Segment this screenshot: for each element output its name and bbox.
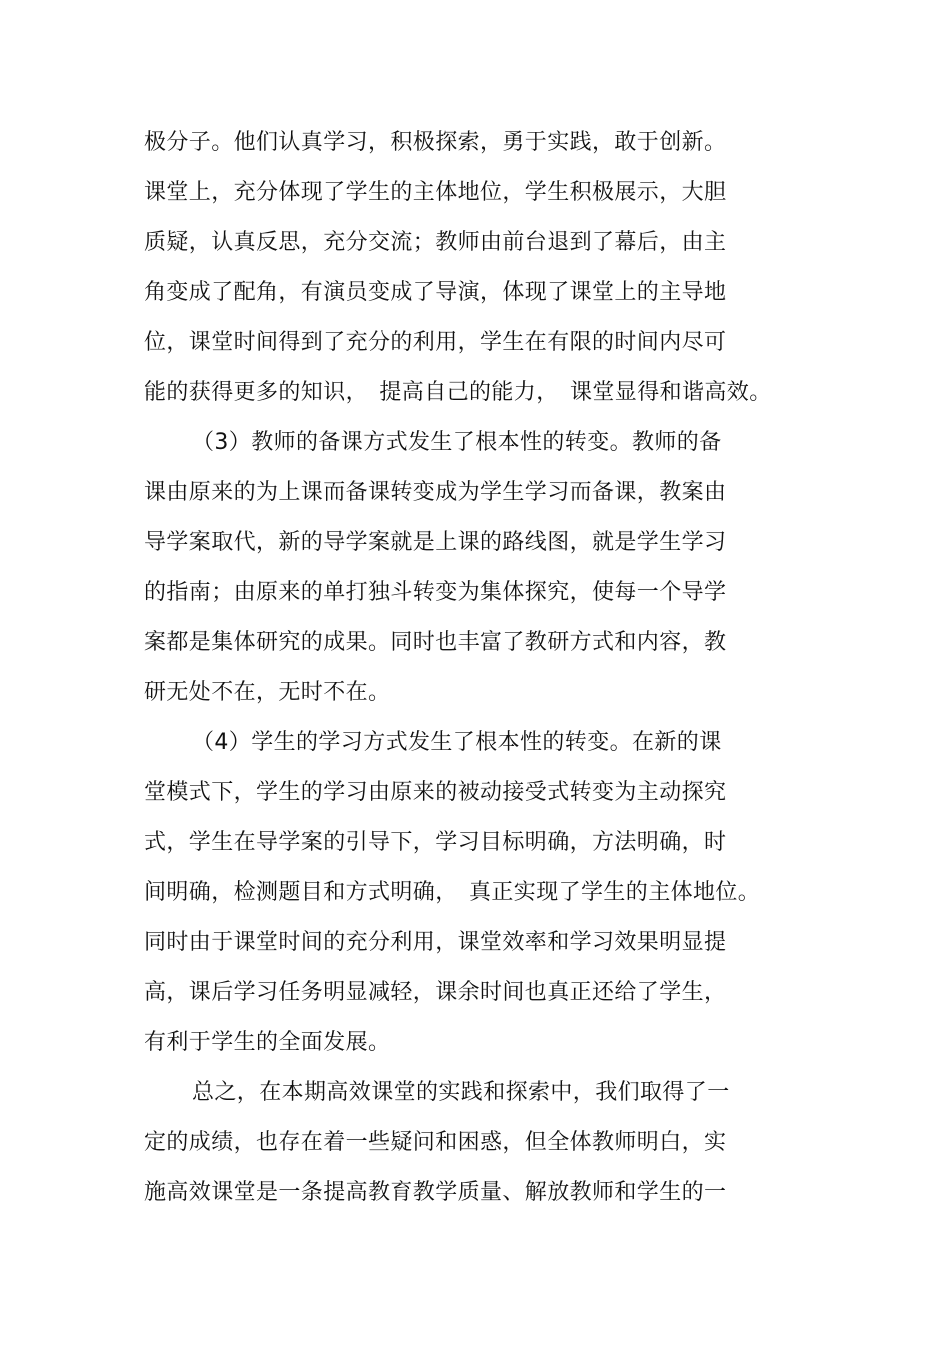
paragraph-4-heading-line: （4）学生的学习方式发生了根本性的转变。在新的课 (192, 730, 722, 755)
paragraph-3-heading-line: （3）教师的备课方式发生了根本性的转变。教师的备 (192, 430, 722, 455)
text-line-21: 定的成绩，也存在着一些疑问和困惑，但全体教师明白，实 (144, 1130, 727, 1155)
text-line-9: 导学案取代，新的导学案就是上课的路线图，就是学生学习 (144, 530, 727, 555)
text-line-19: 有利于学生的全面发展。 (144, 1030, 391, 1055)
text-line-14: 堂模式下，学生的学习由原来的被动接受式转变为主动探究 (144, 780, 727, 805)
text-line-22: 施高效课堂是一条提高教育教学质量、解放教师和学生的一 (144, 1180, 727, 1205)
text-line-1: 极分子。他们认真学习，积极探索，勇于实践，敢于创新。 (144, 130, 727, 155)
text-line-4: 角变成了配角，有演员变成了导演，体现了课堂上的主导地 (144, 280, 727, 305)
text-line-16: 间明确，检测题目和方式明确， 真正实现了学生的主体地位。 (144, 880, 761, 905)
text-line-5: 位，课堂时间得到了充分的利用，学生在有限的时间内尽可 (144, 330, 727, 355)
text-line-12: 研无处不在，无时不在。 (144, 680, 391, 705)
summary-paragraph-line: 总之，在本期高效课堂的实践和探索中，我们取得了一 (192, 1080, 730, 1105)
text-line-8: 课由原来的为上课而备课转变成为学生学习而备课，教案由 (144, 480, 727, 505)
text-line-2: 课堂上，充分体现了学生的主体地位，学生积极展示，大胆 (144, 180, 727, 205)
text-line-18: 高，课后学习任务明显减轻，课余时间也真正还给了学生， (144, 980, 727, 1005)
text-line-3: 质疑，认真反思，充分交流；教师由前台退到了幕后，由主 (144, 230, 727, 255)
text-line-6: 能的获得更多的知识， 提高自己的能力， 课堂显得和谐高效。 (144, 380, 772, 405)
text-line-11: 案都是集体研究的成果。同时也丰富了教研方式和内容，教 (144, 630, 727, 655)
text-line-17: 同时由于课堂时间的充分利用，课堂效率和学习效果明显提 (144, 930, 727, 955)
text-line-15: 式，学生在导学案的引导下，学习目标明确，方法明确，时 (144, 830, 727, 855)
text-line-10: 的指南；由原来的单打独斗转变为集体探究，使每一个导学 (144, 580, 727, 605)
